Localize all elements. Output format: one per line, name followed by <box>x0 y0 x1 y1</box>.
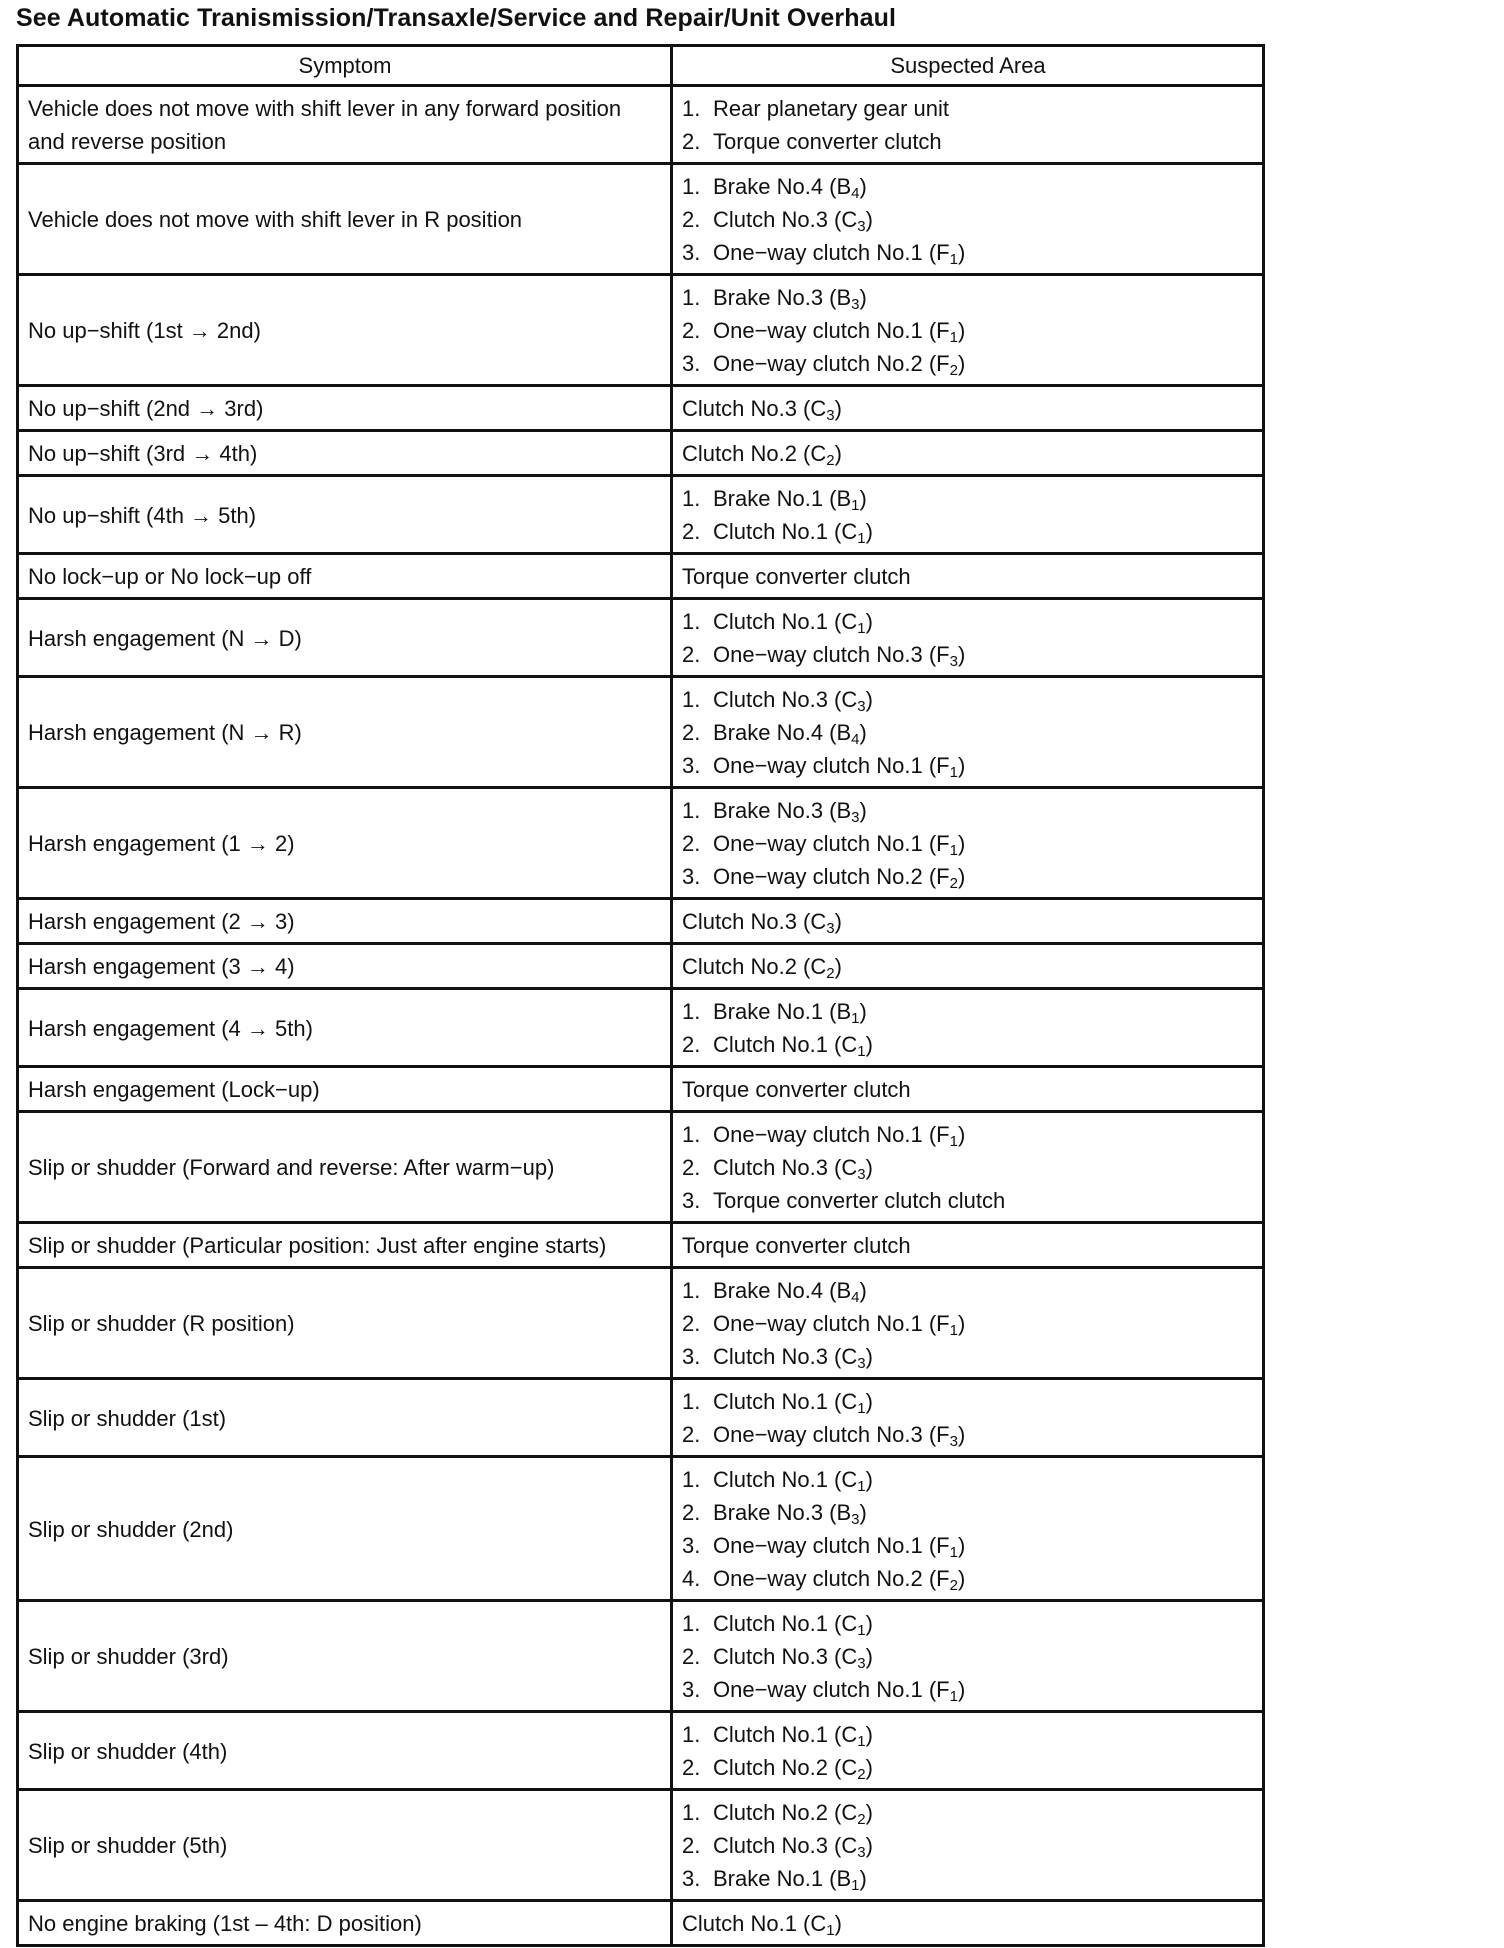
list-item <box>682 170 1254 203</box>
table-row <box>18 1223 1264 1268</box>
list-item <box>682 281 1254 314</box>
suspected-area-list <box>682 1718 1254 1784</box>
list-item-number: 2. <box>682 1155 701 1180</box>
list-item <box>682 347 1254 380</box>
symptom-cell: Harsh engagement (3 → 4) <box>18 944 672 989</box>
list-item-number: 3. <box>682 240 701 265</box>
list-item-number: 1. <box>682 174 701 199</box>
list-item-number: 3. <box>682 1533 701 1558</box>
list-item <box>682 1796 1254 1829</box>
list-item-number: 1. <box>682 1467 701 1492</box>
list-item-text: Clutch No.1 $(C_1)$ <box>713 519 873 547</box>
list-item-number: 2. <box>682 1422 701 1447</box>
list-item <box>682 1562 1254 1595</box>
list-item <box>682 203 1254 236</box>
table-header-row <box>18 46 1264 86</box>
list-item <box>682 314 1254 347</box>
suspected-area-cell <box>672 1112 1264 1223</box>
list-item-text: One−way clutch No.1 $(F_1)$ <box>713 240 966 268</box>
table-row <box>18 677 1264 788</box>
table-row <box>18 431 1264 476</box>
list-item <box>682 1829 1254 1862</box>
symptom-cell: Slip or shudder (5th) <box>18 1790 672 1901</box>
table-row <box>18 899 1264 944</box>
suspected-area-list <box>682 1274 1254 1373</box>
table-row <box>18 599 1264 677</box>
list-item-number: 2. <box>682 1833 701 1858</box>
list-item-text: Brake No.3 $(B_3)$ <box>713 1500 867 1528</box>
symptom-cell: Harsh engagement (Lock−up) <box>18 1067 672 1112</box>
table-row <box>18 989 1264 1067</box>
list-item-text: Clutch No.3 $(C_3)$ <box>713 1155 873 1183</box>
list-item-text: Clutch No.1 $(C_1)$ <box>713 1389 873 1417</box>
list-item-number: 3. <box>682 1866 701 1891</box>
list-item <box>682 860 1254 893</box>
table-row <box>18 1112 1264 1223</box>
table-row <box>18 164 1264 275</box>
list-item-text: Clutch No.3 $(C_3)$ <box>713 1644 873 1672</box>
list-item <box>682 638 1254 671</box>
list-item <box>682 1418 1254 1451</box>
suspected-area-list <box>682 605 1254 671</box>
symptom-cell: Slip or shudder (4th) <box>18 1712 672 1790</box>
list-item-number: 2. <box>682 1032 701 1057</box>
list-item-number: 1. <box>682 609 701 634</box>
list-item-number: 3. <box>682 1188 701 1213</box>
suspected-area-cell <box>672 164 1264 275</box>
suspected-area-text: Clutch No.3 $(C_3)$ <box>682 396 842 424</box>
list-item-number: 3. <box>682 1344 701 1369</box>
table-row <box>18 1790 1264 1901</box>
list-item-number: 4. <box>682 1566 701 1591</box>
header-symptom: Symptom <box>18 46 672 86</box>
list-item-number: 2. <box>682 318 701 343</box>
suspected-area-cell <box>672 1901 1264 1946</box>
list-item <box>682 1028 1254 1061</box>
list-item-text: One−way clutch No.1 $(F_1)$ <box>713 1677 966 1705</box>
list-item-number: 1. <box>682 798 701 823</box>
list-item <box>682 1385 1254 1418</box>
list-item-text: Clutch No.1 $(C_1)$ <box>713 1722 873 1750</box>
list-item-text: Clutch No.3 $(C_3)$ <box>713 1344 873 1372</box>
suspected-area-cell <box>672 1457 1264 1601</box>
list-item-text: One−way clutch No.2 $(F_2)$ <box>713 1566 966 1594</box>
symptom-cell: No lock−up or No lock−up off <box>18 554 672 599</box>
list-item <box>682 1529 1254 1562</box>
suspected-area-list <box>682 482 1254 548</box>
symptom-cell: Slip or shudder (Forward and reverse: After warm−up) <box>18 1112 672 1223</box>
list-item-text: Brake No.4 $(B_4)$ <box>713 1278 867 1306</box>
symptom-cell: Slip or shudder (3rd) <box>18 1601 672 1712</box>
list-item-number: 1. <box>682 96 701 121</box>
list-item <box>682 1751 1254 1784</box>
list-item-text: Clutch No.1 $(C_1)$ <box>713 1467 873 1495</box>
list-item-text: Clutch No.1 $(C_1)$ <box>713 609 873 637</box>
suspected-area-list <box>682 1118 1254 1217</box>
table-row <box>18 1067 1264 1112</box>
suspected-area-list <box>682 92 1254 158</box>
list-item-number: 1. <box>682 1611 701 1636</box>
list-item-text: Clutch No.3 $(C_3)$ <box>713 687 873 715</box>
symptom-cell: Harsh engagement (2 → 3) <box>18 899 672 944</box>
list-item-number: 1. <box>682 1278 701 1303</box>
table-row <box>18 788 1264 899</box>
suspected-area-cell <box>672 677 1264 788</box>
list-item-text: Brake No.1 $(B_1)$ <box>713 486 867 514</box>
list-item <box>682 794 1254 827</box>
list-item-text: One−way clutch No.2 $(F_2)$ <box>713 864 966 892</box>
list-item <box>682 1307 1254 1340</box>
list-item-number: 2. <box>682 720 701 745</box>
list-item <box>682 515 1254 548</box>
page-title: See Automatic Tranismission/Transaxle/Service and Repair/Unit Overhaul <box>16 4 897 32</box>
suspected-area-list <box>682 794 1254 893</box>
table-row <box>18 1379 1264 1457</box>
table-row <box>18 1457 1264 1601</box>
symptom-cell: Harsh engagement (1 → 2) <box>18 788 672 899</box>
suspected-area-cell <box>672 1601 1264 1712</box>
symptom-cell: No engine braking (1st – 4th: D position) <box>18 1901 672 1946</box>
list-item-text: Brake No.1 $(B_1)$ <box>713 999 867 1027</box>
list-item <box>682 1184 1254 1217</box>
symptom-cell: Vehicle does not move with shift lever in any forward position and reverse position <box>18 86 672 164</box>
list-item <box>682 1118 1254 1151</box>
suspected-area-cell <box>672 989 1264 1067</box>
list-item-number: 2. <box>682 1500 701 1525</box>
suspected-area-cell <box>672 1712 1264 1790</box>
symptom-cell: Slip or shudder (R position) <box>18 1268 672 1379</box>
suspected-area-list <box>682 1463 1254 1595</box>
suspected-area-cell <box>672 431 1264 476</box>
list-item <box>682 1640 1254 1673</box>
list-item-number: 1. <box>682 1122 701 1147</box>
list-item-text: Brake No.3 $(B_3)$ <box>713 285 867 313</box>
list-item-number: 2. <box>682 1755 701 1780</box>
list-item-text: Brake No.1 $(B_1)$ <box>713 1866 867 1894</box>
list-item-number: 1. <box>682 1722 701 1747</box>
list-item-text: One−way clutch No.1 $(F_1)$ <box>713 753 966 781</box>
list-item <box>682 827 1254 860</box>
suspected-area-list <box>682 683 1254 782</box>
list-item-text: Clutch No.2 $(C_2)$ <box>713 1800 873 1828</box>
list-item-number: 3. <box>682 1677 701 1702</box>
list-item-text: One−way clutch No.1 $(F_1)$ <box>713 831 966 859</box>
suspected-area-text: Clutch No.3 $(C_3)$ <box>682 909 842 937</box>
list-item-text: One−way clutch No.3 $(F_3)$ <box>713 642 966 670</box>
list-item-number: 2. <box>682 642 701 667</box>
list-item-text: One−way clutch No.1 $(F_1)$ <box>713 1311 966 1339</box>
suspected-area-cell <box>672 599 1264 677</box>
table-row <box>18 275 1264 386</box>
suspected-area-list <box>682 995 1254 1061</box>
list-item-text: Torque converter clutch clutch <box>713 1188 1006 1213</box>
list-item <box>682 92 1254 125</box>
list-item <box>682 716 1254 749</box>
list-item <box>682 1340 1254 1373</box>
list-item <box>682 995 1254 1028</box>
table-row <box>18 86 1264 164</box>
list-item-text: Brake No.4 $(B_4)$ <box>713 174 867 202</box>
list-item-number: 2. <box>682 831 701 856</box>
table-row <box>18 944 1264 989</box>
suspected-area-text: Torque converter clutch <box>682 1077 911 1102</box>
list-item <box>682 482 1254 515</box>
suspected-area-cell <box>672 1268 1264 1379</box>
list-item <box>682 1607 1254 1640</box>
symptom-table <box>16 44 1265 1947</box>
list-item <box>682 749 1254 782</box>
list-item-number: 1. <box>682 999 701 1024</box>
list-item <box>682 1496 1254 1529</box>
symptom-cell: Slip or shudder (1st) <box>18 1379 672 1457</box>
list-item-number: 1. <box>682 285 701 310</box>
symptom-cell: No up−shift (2nd → 3rd) <box>18 386 672 431</box>
list-item-text: Clutch No.2 $(C_2)$ <box>713 1755 873 1783</box>
symptom-cell: No up−shift (4th → 5th) <box>18 476 672 554</box>
suspected-area-cell <box>672 86 1264 164</box>
suspected-area-cell <box>672 1379 1264 1457</box>
suspected-area-cell <box>672 1223 1264 1268</box>
symptom-cell: Slip or shudder (2nd) <box>18 1457 672 1601</box>
table-row <box>18 1901 1264 1946</box>
list-item <box>682 1673 1254 1706</box>
table-row <box>18 1712 1264 1790</box>
list-item-number: 2. <box>682 1644 701 1669</box>
list-item-text: One−way clutch No.1 $(F_1)$ <box>713 1533 966 1561</box>
suspected-area-text: Clutch No.1 $(C_1)$ <box>682 1911 842 1939</box>
table-row <box>18 386 1264 431</box>
list-item-number: 1. <box>682 1800 701 1825</box>
suspected-area-cell <box>672 476 1264 554</box>
suspected-area-cell <box>672 944 1264 989</box>
list-item-number: 2. <box>682 1311 701 1336</box>
list-item-number: 3. <box>682 864 701 889</box>
suspected-area-text: Clutch No.2 $(C_2)$ <box>682 441 842 469</box>
list-item <box>682 605 1254 638</box>
suspected-area-list <box>682 1607 1254 1706</box>
list-item-number: 2. <box>682 519 701 544</box>
symptom-cell: No up−shift (1st → 2nd) <box>18 275 672 386</box>
suspected-area-cell <box>672 788 1264 899</box>
list-item-text: Brake No.3 $(B_3)$ <box>713 798 867 826</box>
list-item-text: Rear planetary gear unit <box>713 96 950 121</box>
list-item-number: 1. <box>682 486 701 511</box>
suspected-area-text: Torque converter clutch <box>682 564 911 589</box>
list-item <box>682 1274 1254 1307</box>
suspected-area-cell <box>672 386 1264 431</box>
list-item-text: One−way clutch No.2 $(F_2)$ <box>713 351 966 379</box>
list-item-text: Brake No.4 $(B_4)$ <box>713 720 867 748</box>
list-item <box>682 1862 1254 1895</box>
list-item <box>682 125 1254 158</box>
list-item <box>682 683 1254 716</box>
suspected-area-cell <box>672 275 1264 386</box>
suspected-area-cell <box>672 1067 1264 1112</box>
list-item-text: One−way clutch No.1 $(F_1)$ <box>713 318 966 346</box>
list-item <box>682 236 1254 269</box>
list-item <box>682 1151 1254 1184</box>
list-item <box>682 1463 1254 1496</box>
symptom-cell: Harsh engagement (4 → 5th) <box>18 989 672 1067</box>
table-row <box>18 1268 1264 1379</box>
suspected-area-cell <box>672 1790 1264 1901</box>
header-suspected-area: Suspected Area <box>672 46 1264 86</box>
table-row <box>18 554 1264 599</box>
suspected-area-list <box>682 170 1254 269</box>
list-item-text: Clutch No.1 $(C_1)$ <box>713 1611 873 1639</box>
suspected-area-text: Clutch No.2 $(C_2)$ <box>682 954 842 982</box>
symptom-cell: Harsh engagement (N → R) <box>18 677 672 788</box>
symptom-cell: No up−shift (3rd → 4th) <box>18 431 672 476</box>
list-item-number: 3. <box>682 351 701 376</box>
list-item <box>682 1718 1254 1751</box>
suspected-area-list <box>682 281 1254 380</box>
suspected-area-list <box>682 1385 1254 1451</box>
list-item-number: 1. <box>682 687 701 712</box>
suspected-area-cell <box>672 899 1264 944</box>
list-item-text: One−way clutch No.3 $(F_3)$ <box>713 1422 966 1450</box>
symptom-cell: Slip or shudder (Particular position: Just after engine starts) <box>18 1223 672 1268</box>
list-item-text: Torque converter clutch <box>713 129 942 154</box>
list-item-number: 1. <box>682 1389 701 1414</box>
symptom-cell: Vehicle does not move with shift lever in R position <box>18 164 672 275</box>
list-item-number: 2. <box>682 129 701 154</box>
suspected-area-list <box>682 1796 1254 1895</box>
suspected-area-text: Torque converter clutch <box>682 1233 911 1258</box>
list-item-text: Clutch No.1 $(C_1)$ <box>713 1032 873 1060</box>
table-body <box>18 86 1264 1946</box>
list-item-text: One−way clutch No.1 $(F_1)$ <box>713 1122 966 1150</box>
table-row <box>18 1601 1264 1712</box>
table-row <box>18 476 1264 554</box>
list-item-text: Clutch No.3 $(C_3)$ <box>713 207 873 235</box>
symptom-cell: Harsh engagement (N → D) <box>18 599 672 677</box>
list-item-text: Clutch No.3 $(C_3)$ <box>713 1833 873 1861</box>
suspected-area-cell <box>672 554 1264 599</box>
list-item-number: 3. <box>682 753 701 778</box>
list-item-number: 2. <box>682 207 701 232</box>
